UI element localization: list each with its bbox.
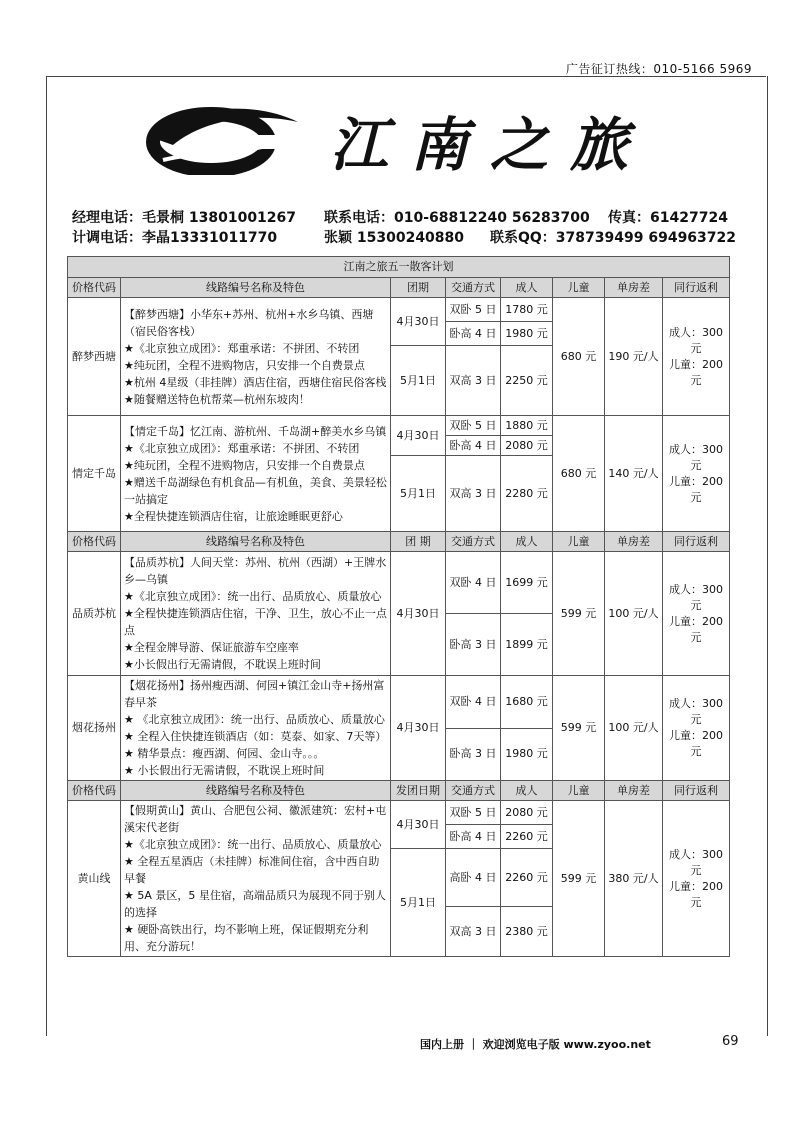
route-code: 醉梦西塘 [68, 298, 121, 416]
table-row [68, 298, 730, 322]
header-cell: 单房差 [605, 781, 663, 801]
rebate [663, 298, 730, 416]
feature-line: ★ 《北京独立成团》：统一出行、品质放心、质量放心 [124, 713, 385, 726]
feature-line: ★随餐赠送特色杭帮菜—杭州东坡肉！ [124, 392, 310, 406]
contact-qq: 联系QQ：378739499 694963722 [490, 230, 737, 246]
header-cell: 团 期 [391, 532, 446, 552]
header-cell: 同行返利 [663, 532, 730, 552]
brand-logo-icon [133, 100, 303, 175]
header-cell: 价格代码 [68, 532, 121, 552]
header-cell: 单房差 [605, 532, 663, 552]
fax: 传真：61427724 [608, 210, 728, 226]
transport: 双高 3 日 [446, 456, 501, 532]
feature-line: 【情定千岛】忆江南、游杭州、千岛湖+醉美水乡乌镇 [124, 424, 387, 438]
feature-line: ★《北京独立成团》：郑重承诺：不拼团、不转团 [124, 341, 360, 355]
adult-price: 1899 元 [501, 614, 553, 676]
header-cell: 交通方式 [446, 781, 501, 801]
feature-line: ★《北京独立成团》：统一出行、品质放心、质量放心 [124, 590, 382, 603]
single-supplement: 380 元/人 [605, 801, 663, 957]
child-price: 599 元 [553, 552, 605, 676]
transport: 卧高 3 日 [446, 728, 501, 781]
header-cell: 线路编号名称及特色 [121, 781, 391, 801]
adult-price: 1680 元 [501, 676, 553, 729]
planner-phone-2: 张颖 15300240880 [324, 230, 465, 246]
header-cell: 线路编号名称及特色 [121, 532, 391, 552]
header-cell: 成人 [501, 278, 553, 298]
single-supplement: 190 元/人 [605, 298, 663, 416]
transport: 双卧 4 日 [446, 552, 501, 614]
transport: 双卧 5 日 [446, 298, 501, 322]
table-row [68, 552, 730, 614]
tour-date: 4月30日 [391, 416, 446, 456]
table-title: 江南之旅五一散客计划 [68, 257, 730, 278]
header-cell: 儿童 [553, 781, 605, 801]
route-code: 烟花扬州 [68, 676, 121, 781]
table-row [68, 676, 730, 729]
rebate-child: 儿童：200 元 [669, 729, 723, 758]
adult-price: 2280 元 [501, 456, 553, 532]
feature-line: ★ 硬卧高铁出行，均不影响上班，保证假期充分利用、充分游玩！ [124, 923, 369, 953]
feature-line: ★全程快捷连锁酒店住宿，干净、卫生，放心不止一点点 [124, 607, 387, 637]
feature-line: ★ 小长假出行无需请假，不耽误上班时间 [124, 764, 325, 777]
header-row [68, 532, 730, 552]
transport: 双卧 5 日 [446, 801, 501, 825]
tour-date: 5月1日 [391, 849, 446, 957]
header-cell: 价格代码 [68, 781, 121, 801]
route-code: 黄山线 [68, 801, 121, 957]
feature-line: ★赠送千岛湖绿色有机食品—有机鱼，美食、美景轻松一站搞定 [124, 475, 387, 506]
feature-line: ★《北京独立成团》：郑重承诺：不拼团、不转团 [124, 441, 360, 455]
tour-date: 4月30日 [391, 298, 446, 346]
rebate [663, 416, 730, 532]
adult-price: 2260 元 [501, 825, 553, 849]
rebate-adult: 成人：300 元 [669, 442, 723, 472]
feature-line: ★《北京独立成团》：统一出行、品质放心、质量放心 [124, 838, 382, 851]
single-supplement: 140 元/人 [605, 416, 663, 532]
route-code: 情定千岛 [68, 416, 121, 532]
header-cell: 交通方式 [446, 532, 501, 552]
tour-schedule-table [67, 256, 730, 957]
feature-line: ★纯玩团，全程不进购物店，只安排一个自费景点 [124, 458, 365, 472]
header-cell: 交通方式 [446, 278, 501, 298]
feature-line: ★全程金牌导游、保证旅游车空座率 [124, 641, 299, 654]
feature-line: 【假期黄山】黄山、合肥包公祠、徽派建筑：宏村+屯溪宋代老街 [124, 804, 387, 834]
rebate-child: 儿童：200 元 [669, 614, 723, 644]
feature-line: 【醉梦西塘】小华东+苏州、杭州+水乡乌镇、西塘（宿民俗客栈） [124, 307, 374, 338]
header-cell: 儿童 [553, 532, 605, 552]
transport: 高卧 4 日 [446, 849, 501, 907]
rebate-adult: 成人：300 元 [669, 582, 723, 612]
feature-line: ★小长假出行无需请假，不耽误上班时间 [124, 658, 321, 671]
feature-line: ★全程快捷连锁酒店住宿，让旅途睡眠更舒心 [124, 509, 343, 523]
adult-price: 1699 元 [501, 552, 553, 614]
rebate-child: 儿童：200 元 [669, 474, 723, 504]
route-code: 品质苏杭 [68, 552, 121, 676]
feature-line: ★纯玩团，全程不进购物店，只安排一个自费景点 [124, 358, 365, 372]
adult-price: 2080 元 [501, 436, 553, 456]
transport: 卧高 3 日 [446, 614, 501, 676]
rebate [663, 801, 730, 957]
transport: 双卧 5 日 [446, 416, 501, 436]
contact-phone: 联系电话：010-68812240 56283700 [324, 210, 590, 226]
feature-line: ★ 5A 景区，5 星住宿，高端品质只为展现不同于别人的选择 [124, 889, 386, 919]
route-features [121, 676, 391, 781]
rebate-adult: 成人：300 元 [669, 847, 723, 877]
adult-price: 1980 元 [501, 728, 553, 781]
header-row [68, 781, 730, 801]
route-features [121, 552, 391, 676]
page-number: 69 [722, 1034, 739, 1049]
rebate [663, 552, 730, 676]
route-features [121, 416, 391, 532]
tour-date: 5月1日 [391, 346, 446, 416]
feature-line: ★ 精华景点：瘦西湖、何园、金山寺。。。 [124, 747, 325, 760]
header-cell: 发团日期 [391, 781, 446, 801]
header-cell: 团期 [391, 278, 446, 298]
rebate-adult: 成人：300 元 [669, 697, 723, 726]
header-cell: 成人 [501, 532, 553, 552]
rebate-child: 儿童：200 元 [669, 357, 723, 387]
table-row [68, 801, 730, 825]
feature-line: 【烟花扬州】扬州瘦西湖、何园+镇江金山寺+扬州富春早茶 [124, 679, 385, 709]
planner-phone: 计调电话：李晶13331011770 [72, 230, 278, 246]
header-cell: 线路编号名称及特色 [121, 278, 391, 298]
transport: 双卧 4 日 [446, 676, 501, 729]
child-price: 680 元 [553, 416, 605, 532]
adult-price: 2250 元 [501, 346, 553, 416]
manager-phone: 经理电话：毛景桐 13801001267 [72, 210, 297, 226]
feature-line: ★ 全程入住快捷连锁酒店（如：莫泰、如家、7天等） [124, 730, 387, 743]
header-row [68, 278, 730, 298]
feature-line: ★杭州 4星级（非挂牌）酒店住宿，西塘住宿民俗客栈 [124, 375, 387, 389]
tour-date: 5月1日 [391, 456, 446, 532]
transport: 卧高 4 日 [446, 436, 501, 456]
transport: 卧高 4 日 [446, 825, 501, 849]
child-price: 680 元 [553, 298, 605, 416]
child-price: 599 元 [553, 676, 605, 781]
transport: 卧高 4 日 [446, 322, 501, 346]
adult-price: 1780 元 [501, 298, 553, 322]
rebate [663, 676, 730, 781]
rebate-child: 儿童：200 元 [669, 879, 723, 909]
tour-date: 4月30日 [391, 801, 446, 849]
feature-line: ★ 全程五星酒店（未挂牌）标准间住宿，含中西自助早餐 [124, 855, 380, 885]
table-row [68, 416, 730, 436]
transport: 双高 3 日 [446, 907, 501, 957]
adult-price: 2080 元 [501, 801, 553, 825]
tour-date: 4月30日 [391, 676, 446, 781]
footer-text: 国内上册 ｜ 欢迎浏览电子版 www.zyoo.net [420, 1038, 651, 1051]
header-cell: 儿童 [553, 278, 605, 298]
route-features [121, 298, 391, 416]
adult-price: 2260 元 [501, 849, 553, 907]
feature-line: 【品质苏杭】人间天堂：苏州、杭州（西湖）+王牌水乡—乌镇 [124, 556, 387, 586]
header-cell: 单房差 [605, 278, 663, 298]
adult-price: 2380 元 [501, 907, 553, 957]
single-supplement: 100 元/人 [605, 552, 663, 676]
brand-title: 江南之旅 [330, 111, 651, 179]
rebate-adult: 成人：300 元 [669, 325, 723, 355]
header-cell: 同行返利 [663, 781, 730, 801]
ad-hotline: 广告征订热线：010-5166 5969 [565, 62, 752, 76]
adult-price: 1880 元 [501, 416, 553, 436]
tour-date: 4月30日 [391, 552, 446, 676]
header-cell: 同行返利 [663, 278, 730, 298]
header-cell: 成人 [501, 781, 553, 801]
adult-price: 1980 元 [501, 322, 553, 346]
single-supplement: 100 元/人 [605, 676, 663, 781]
header-cell: 价格代码 [68, 278, 121, 298]
transport: 双高 3 日 [446, 346, 501, 416]
route-features [121, 801, 391, 957]
child-price: 599 元 [553, 801, 605, 957]
